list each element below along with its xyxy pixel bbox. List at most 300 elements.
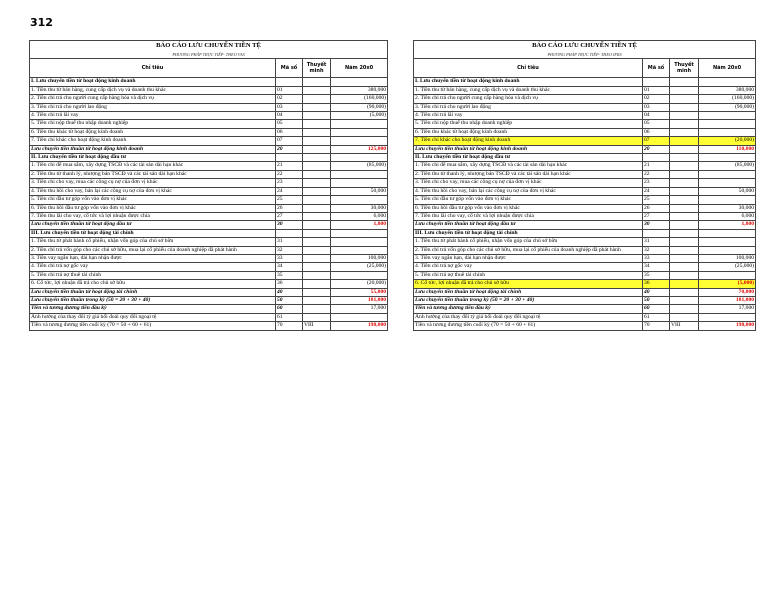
row-label: 1. Tiền thu từ bán hàng, cung cấp dịch vụ và doanh thu khác — [30, 86, 276, 94]
row-note — [303, 288, 331, 296]
row-note — [303, 305, 331, 313]
row-value: 100,000 — [331, 254, 388, 262]
row-note — [303, 313, 331, 321]
table-row — [30, 162, 388, 170]
table-row — [30, 238, 388, 246]
row-label: 1. Tiền thu từ bán hàng, cung cấp dịch vụ và doanh thu khác — [414, 86, 643, 94]
row-code — [276, 154, 303, 162]
row-label: Lưu chuyển tiền thuần từ hoạt động kinh doanh — [414, 145, 643, 153]
row-value — [331, 154, 388, 162]
row-code: 70 — [643, 322, 670, 330]
row-label: 2. Tiền chi trả vốn góp cho các chủ sở hữu, mua lại cổ phiếu của doanh nghiệp đã phát hành — [30, 246, 276, 254]
row-code: 40 — [643, 288, 670, 296]
row-note — [670, 305, 699, 313]
row-value: 198,000 — [699, 322, 756, 330]
row-label: 5. Tiền chi nộp thuế thu nhập doanh nghiệp — [414, 120, 643, 128]
row-note — [670, 280, 699, 288]
row-code: 50 — [276, 296, 303, 304]
row-code: 40 — [276, 288, 303, 296]
row-note — [670, 196, 699, 204]
row-label: 6. Cổ tức, lợi nhuận đã trả cho chủ sở hữu — [30, 280, 276, 288]
table-row — [30, 187, 388, 195]
row-label: 6. Tiền thu hồi đầu tư góp vốn vào đơn vị khác — [30, 204, 276, 212]
row-label: 7. Tiền chi khác cho hoạt động kinh doanh — [414, 137, 643, 145]
row-label: II. Lưu chuyển tiền từ hoạt động đầu tư — [414, 154, 643, 162]
report-title: BÁO CÁO LƯU CHUYỂN TIỀN TỆ — [414, 41, 756, 52]
row-code: 24 — [276, 187, 303, 195]
row-code: 23 — [643, 179, 670, 187]
row-note — [670, 112, 699, 120]
row-code — [643, 229, 670, 237]
row-label: 3. Tiền chi trả cho người lao động — [30, 103, 276, 111]
row-note — [670, 120, 699, 128]
row-note — [303, 145, 331, 153]
table-row — [414, 305, 756, 313]
row-code: 60 — [643, 305, 670, 313]
row-note — [303, 128, 331, 136]
table-row — [414, 221, 756, 229]
row-value: (25,000) — [699, 263, 756, 271]
row-label: 1. Tiền chi để mua sắm, xây dựng TSCĐ và các tài sản dài hạn khác — [30, 162, 276, 170]
row-note — [303, 221, 331, 229]
row-code: 21 — [276, 162, 303, 170]
table-row — [414, 296, 756, 304]
row-value: (25,000) — [331, 263, 388, 271]
table-row — [414, 179, 756, 187]
row-code: 33 — [643, 254, 670, 262]
table-row — [30, 288, 388, 296]
row-note — [303, 154, 331, 162]
row-value — [699, 238, 756, 246]
row-label: Lưu chuyển tiền thuần trong kỳ (50 = 20 + 30 + 40) — [414, 296, 643, 304]
row-label: Tiền và tương đương tiền cuối kỳ (70 = 50 + 60 + 61) — [414, 322, 643, 330]
table-row — [30, 280, 388, 288]
table-row — [414, 238, 756, 246]
report-body — [414, 41, 756, 331]
row-note: VIII — [303, 322, 331, 330]
row-value: 50,000 — [331, 187, 388, 195]
row-label: Lưu chuyển tiền thuần từ hoạt động đầu tư — [30, 221, 276, 229]
row-code: 27 — [276, 212, 303, 220]
table-row — [414, 229, 756, 237]
row-value: 380,000 — [699, 86, 756, 94]
table-row — [414, 137, 756, 145]
row-value — [331, 271, 388, 279]
row-note — [670, 246, 699, 254]
row-note — [670, 296, 699, 304]
row-code: 34 — [276, 263, 303, 271]
row-note — [303, 179, 331, 187]
row-note — [303, 246, 331, 254]
table-row — [30, 95, 388, 103]
row-label: 6. Tiền thu khác từ hoạt động kinh doanh — [30, 128, 276, 136]
row-label: 7. Tiền thu lãi cho vay, cổ tức và lợi nhuận được chia — [414, 212, 643, 220]
table-row — [414, 246, 756, 254]
row-code: 30 — [276, 221, 303, 229]
row-code — [643, 78, 670, 86]
row-label: 2. Tiền thu từ thanh lý, nhượng bán TSCĐ và các tài sản dài hạn khác — [414, 170, 643, 178]
row-code: 04 — [276, 112, 303, 120]
row-value: 17,000 — [699, 305, 756, 313]
table-row — [30, 322, 388, 330]
table-row — [414, 170, 756, 178]
row-label: 3. Tiền chi trả cho người lao động — [414, 103, 643, 111]
column-header-year: Năm 20x0 — [699, 59, 756, 78]
table-row — [30, 179, 388, 187]
report-subtitle: PHƯƠNG PHÁP TRỰC TIẾP- THEO IFRS — [414, 51, 756, 59]
row-value — [699, 112, 756, 120]
table-row — [30, 137, 388, 145]
row-note — [303, 229, 331, 237]
row-value: 17,000 — [331, 305, 388, 313]
row-label: Ảnh hưởng của thay đổi tỷ giá hối đoái quy đổi ngoại tệ — [30, 313, 276, 321]
row-label: I. Lưu chuyển tiền từ hoạt động kinh doanh — [414, 78, 643, 86]
row-value: 110,000 — [699, 145, 756, 153]
row-code: 01 — [643, 86, 670, 94]
table-row — [30, 313, 388, 321]
row-note — [303, 187, 331, 195]
row-value: 70,000 — [699, 288, 756, 296]
row-label: 4. Tiền thu hồi cho vay, bán lại các công cụ nợ của đơn vị khác — [30, 187, 276, 195]
row-label: 4. Tiền chi trả lãi vay — [414, 112, 643, 120]
column-header-item: Chỉ tiêu — [30, 59, 276, 78]
row-value — [331, 137, 388, 145]
row-label: 4. Tiền thu hồi cho vay, bán lại các công cụ nợ của đơn vị khác — [414, 187, 643, 195]
table-row — [414, 271, 756, 279]
row-value: 198,000 — [331, 322, 388, 330]
row-code: 20 — [643, 145, 670, 153]
table-row — [30, 221, 388, 229]
row-note — [303, 120, 331, 128]
row-note — [303, 238, 331, 246]
row-value: 30,000 — [699, 204, 756, 212]
row-note — [303, 212, 331, 220]
row-note — [303, 254, 331, 262]
row-code: 61 — [643, 313, 670, 321]
row-code: 31 — [643, 238, 670, 246]
row-label: Tiền và tương đương tiền đầu kỳ — [30, 305, 276, 313]
column-header-code: Mã số — [643, 59, 670, 78]
row-note — [670, 254, 699, 262]
row-label: 2. Tiền chi trả cho người cung cấp hàng hóa và dịch vụ — [30, 95, 276, 103]
row-value: 6,000 — [699, 212, 756, 220]
row-label: Lưu chuyển tiền thuần trong kỳ (50 = 20 + 30 + 40) — [30, 296, 276, 304]
row-note — [670, 238, 699, 246]
row-label: II. Lưu chuyển tiền từ hoạt động đầu tư — [30, 154, 276, 162]
row-note — [670, 162, 699, 170]
row-note — [303, 271, 331, 279]
row-note — [670, 86, 699, 94]
row-note — [670, 170, 699, 178]
row-value — [699, 271, 756, 279]
row-value: 30,000 — [331, 204, 388, 212]
table-row — [414, 322, 756, 330]
row-value — [331, 238, 388, 246]
row-code: 32 — [276, 246, 303, 254]
table-row — [414, 154, 756, 162]
row-value: (5,000) — [699, 280, 756, 288]
row-label: 4. Tiền chi trả nợ gốc vay — [30, 263, 276, 271]
row-code: 60 — [276, 305, 303, 313]
row-code: 32 — [643, 246, 670, 254]
row-code: 05 — [643, 120, 670, 128]
row-label: 5. Tiền chi đầu tư góp vốn vào đơn vị khác — [30, 196, 276, 204]
row-code: 35 — [643, 271, 670, 279]
row-label: 7. Tiền chi khác cho hoạt động kinh doanh — [30, 137, 276, 145]
row-note — [670, 137, 699, 145]
row-code — [643, 154, 670, 162]
row-value: (20,000) — [331, 280, 388, 288]
row-label: III. Lưu chuyển tiền từ hoạt động tài chính — [414, 229, 643, 237]
table-row — [414, 128, 756, 136]
row-label: Lưu chuyển tiền thuần từ hoạt động kinh doanh — [30, 145, 276, 153]
row-value — [699, 78, 756, 86]
row-note — [303, 78, 331, 86]
row-note — [670, 154, 699, 162]
table-row — [30, 112, 388, 120]
row-code: 06 — [276, 128, 303, 136]
table-row — [30, 204, 388, 212]
row-value — [331, 246, 388, 254]
table-row — [414, 120, 756, 128]
row-code: 02 — [643, 95, 670, 103]
row-note — [303, 162, 331, 170]
row-note — [670, 187, 699, 195]
row-label: Ảnh hưởng của thay đổi tỷ giá hối đoái quy đổi ngoại tệ — [414, 313, 643, 321]
table-row — [30, 271, 388, 279]
row-note — [303, 170, 331, 178]
row-label: Lưu chuyển tiền thuần từ hoạt động tài chính — [414, 288, 643, 296]
table-row — [414, 254, 756, 262]
table-row — [30, 128, 388, 136]
table-row — [414, 145, 756, 153]
row-note — [670, 313, 699, 321]
row-label: 5. Tiền chi trả nợ thuê tài chính — [414, 271, 643, 279]
row-label: 6. Tiền thu khác từ hoạt động kinh doanh — [414, 128, 643, 136]
row-value — [331, 120, 388, 128]
row-label: III. Lưu chuyển tiền từ hoạt động tài chính — [30, 229, 276, 237]
row-value: (90,000) — [331, 103, 388, 111]
table-row — [414, 86, 756, 94]
row-label: 3. Tiền chi cho vay, mua các công cụ nợ của đơn vị khác — [414, 179, 643, 187]
row-code: 23 — [276, 179, 303, 187]
row-code: 03 — [276, 103, 303, 111]
row-note — [303, 95, 331, 103]
row-value — [699, 128, 756, 136]
table-row — [30, 103, 388, 111]
row-code: 02 — [276, 95, 303, 103]
report-body — [30, 41, 388, 331]
row-label: Lưu chuyển tiền thuần từ hoạt động đầu tư — [414, 221, 643, 229]
row-label: 2. Tiền thu từ thanh lý, nhượng bán TSCĐ và các tài sản dài hạn khác — [30, 170, 276, 178]
row-note — [670, 212, 699, 220]
table-row — [414, 263, 756, 271]
column-header-year: Năm 20x0 — [331, 59, 388, 78]
row-note — [670, 103, 699, 111]
row-note — [670, 128, 699, 136]
row-label: 6. Cổ tức, lợi nhuận đã trả cho chủ sở hữu — [414, 280, 643, 288]
row-code: 33 — [276, 254, 303, 262]
report-title: BÁO CÁO LƯU CHUYỂN TIỀN TỆ — [30, 41, 388, 52]
cash-flow-report-ifrs — [413, 40, 756, 331]
table-row — [414, 187, 756, 195]
row-note — [670, 145, 699, 153]
row-value — [699, 246, 756, 254]
row-value — [331, 229, 388, 237]
row-value — [331, 170, 388, 178]
row-note — [670, 271, 699, 279]
row-note — [303, 263, 331, 271]
row-note — [303, 86, 331, 94]
row-value: 100,000 — [699, 254, 756, 262]
row-code: 70 — [276, 322, 303, 330]
page-number: 312 — [30, 16, 53, 29]
row-value — [699, 179, 756, 187]
row-label: Lưu chuyển tiền thuần từ hoạt động tài chính — [30, 288, 276, 296]
row-code: 25 — [643, 196, 670, 204]
row-label: 3. Tiền vay ngắn hạn, dài hạn nhận được — [30, 254, 276, 262]
row-label: 1. Tiền thu từ phát hành cổ phiếu, nhận vốn góp của chủ sở hữu — [30, 238, 276, 246]
row-label: 7. Tiền thu lãi cho vay, cổ tức và lợi nhuận được chia — [30, 212, 276, 220]
table-row — [30, 212, 388, 220]
row-value: 50,000 — [699, 187, 756, 195]
row-value: 55,000 — [331, 288, 388, 296]
row-value — [699, 313, 756, 321]
row-label: 2. Tiền chi trả cho người cung cấp hàng hóa và dịch vụ — [414, 95, 643, 103]
cash-flow-report-vas — [29, 40, 388, 331]
row-value: (85,000) — [331, 162, 388, 170]
table-row — [414, 162, 756, 170]
table-row — [30, 170, 388, 178]
row-value — [699, 196, 756, 204]
table-row — [30, 246, 388, 254]
row-note — [670, 221, 699, 229]
row-label: Tiền và tương đương tiền đầu kỳ — [414, 305, 643, 313]
row-code: 30 — [643, 221, 670, 229]
row-code: 03 — [643, 103, 670, 111]
table-row — [30, 229, 388, 237]
table-row — [414, 280, 756, 288]
row-value — [699, 120, 756, 128]
table-row — [414, 78, 756, 86]
row-note — [303, 103, 331, 111]
row-code: 05 — [276, 120, 303, 128]
table-row — [414, 196, 756, 204]
row-value: 1,000 — [699, 221, 756, 229]
row-note — [303, 204, 331, 212]
table-row — [30, 196, 388, 204]
table-row — [414, 103, 756, 111]
row-value: 181,000 — [699, 296, 756, 304]
table-row — [30, 254, 388, 262]
row-code: 24 — [643, 187, 670, 195]
table-row — [30, 154, 388, 162]
row-code: 25 — [276, 196, 303, 204]
row-label: 2. Tiền chi trả vốn góp cho các chủ sở hữu, mua lại cổ phiếu của doanh nghiệp đã phát hành — [414, 246, 643, 254]
row-value: (5,000) — [331, 112, 388, 120]
table-row — [30, 305, 388, 313]
column-header-note: Thuyết minh — [670, 59, 699, 78]
row-label: 1. Tiền chi để mua sắm, xây dựng TSCĐ và các tài sản dài hạn khác — [414, 162, 643, 170]
row-label: 6. Tiền thu hồi đầu tư góp vốn vào đơn vị khác — [414, 204, 643, 212]
row-label: 5. Tiền chi nộp thuế thu nhập doanh nghiệp — [30, 120, 276, 128]
row-code: 22 — [276, 170, 303, 178]
table-row — [414, 288, 756, 296]
row-code: 21 — [643, 162, 670, 170]
row-note — [303, 296, 331, 304]
row-code: 35 — [276, 271, 303, 279]
row-code: 07 — [643, 137, 670, 145]
row-note — [303, 280, 331, 288]
row-value — [699, 229, 756, 237]
row-value — [331, 128, 388, 136]
table-row — [30, 86, 388, 94]
row-value — [699, 154, 756, 162]
row-code: 07 — [276, 137, 303, 145]
row-label: I. Lưu chuyển tiền từ hoạt động kinh doanh — [30, 78, 276, 86]
row-value: (20,000) — [699, 137, 756, 145]
row-label: Tiền và tương đương tiền cuối kỳ (70 = 50 + 60 + 61) — [30, 322, 276, 330]
row-note — [670, 263, 699, 271]
row-value: (160,000) — [331, 95, 388, 103]
row-value: 6,000 — [331, 212, 388, 220]
table-row — [414, 112, 756, 120]
row-note — [670, 204, 699, 212]
row-code: 31 — [276, 238, 303, 246]
row-value — [331, 78, 388, 86]
table-row — [414, 313, 756, 321]
row-code: 34 — [643, 263, 670, 271]
row-label: 5. Tiền chi đầu tư góp vốn vào đơn vị khác — [414, 196, 643, 204]
row-code: 22 — [643, 170, 670, 178]
row-note: VIII — [670, 322, 699, 330]
row-code: 36 — [276, 280, 303, 288]
row-note — [670, 288, 699, 296]
row-value — [331, 196, 388, 204]
row-code: 26 — [643, 204, 670, 212]
row-value — [699, 170, 756, 178]
row-label: 5. Tiền chi trả nợ thuê tài chính — [30, 271, 276, 279]
column-header-code: Mã số — [276, 59, 303, 78]
row-value: 380,000 — [331, 86, 388, 94]
row-label: 3. Tiền chi cho vay, mua các công cụ nợ của đơn vị khác — [30, 179, 276, 187]
table-row — [414, 204, 756, 212]
row-label: 4. Tiền chi trả lãi vay — [30, 112, 276, 120]
row-code: 01 — [276, 86, 303, 94]
row-note — [670, 95, 699, 103]
row-value: 1,000 — [331, 221, 388, 229]
table-row — [30, 263, 388, 271]
row-value: (160,000) — [699, 95, 756, 103]
row-label: 3. Tiền vay ngắn hạn, dài hạn nhận được — [414, 254, 643, 262]
column-header-note: Thuyết minh — [303, 59, 331, 78]
row-value: (90,000) — [699, 103, 756, 111]
row-note — [670, 179, 699, 187]
table-row — [30, 120, 388, 128]
table-row — [414, 212, 756, 220]
row-value — [331, 179, 388, 187]
row-code: 04 — [643, 112, 670, 120]
table-row — [30, 145, 388, 153]
row-code: 50 — [643, 296, 670, 304]
row-note — [670, 229, 699, 237]
row-code: 06 — [643, 128, 670, 136]
row-code: 27 — [643, 212, 670, 220]
report-subtitle: PHƯƠNG PHÁP TRỰC TIẾP- THEO VAS — [30, 51, 388, 59]
row-value — [331, 313, 388, 321]
row-label: 1. Tiền thu từ phát hành cổ phiếu, nhận vốn góp của chủ sở hữu — [414, 238, 643, 246]
row-note — [303, 137, 331, 145]
